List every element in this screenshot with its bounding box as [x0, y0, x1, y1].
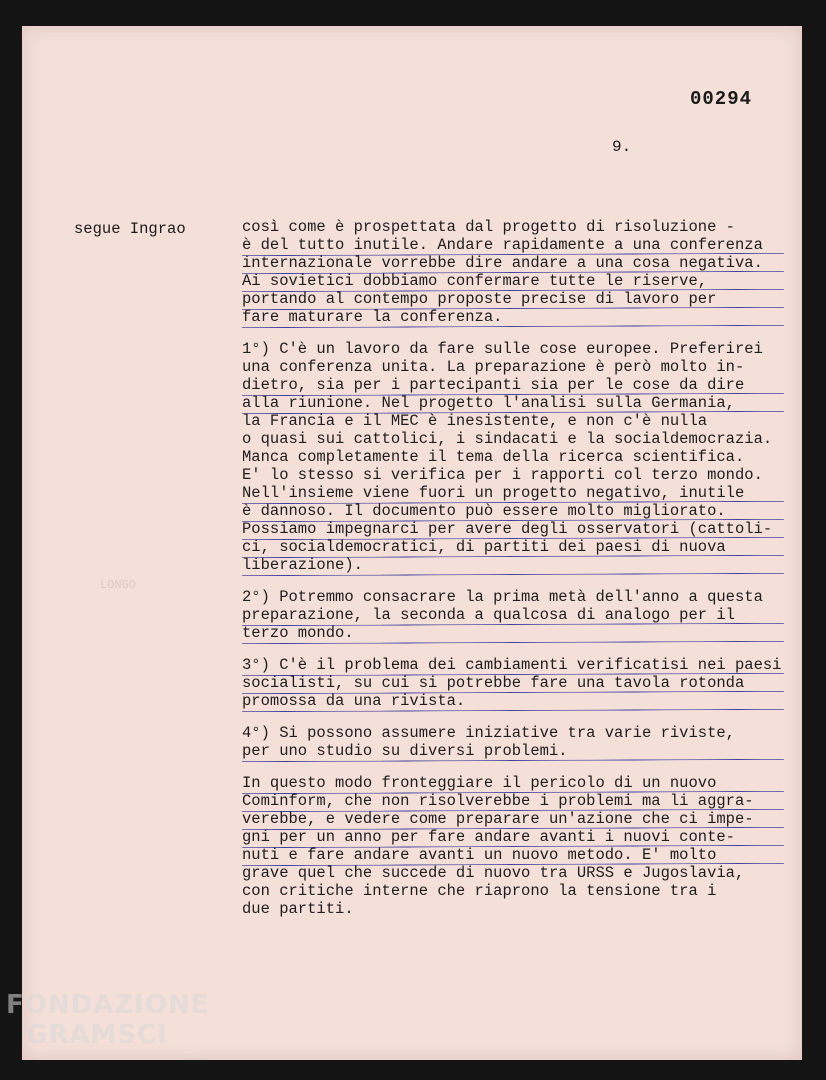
- paragraph: [242, 656, 790, 710]
- underlined-text-line: ci, socialdemocratici, di partiti dei paesi di nuova: [242, 538, 790, 556]
- text-line: E' lo stesso si verifica per i rapporti col terzo mondo.: [242, 466, 763, 484]
- underlined-text-line: preparazione, la seconda a qualcosa di analogo per il: [242, 606, 790, 624]
- underlined-text-line: è dannoso. Il documento può essere molto migliorato.: [242, 502, 790, 520]
- underlined-text-line: Ai sovietici dobbiamo confermare tutte le riserve,: [242, 272, 790, 290]
- text-line: una conferenza unita. La preparazione è però molto in-: [242, 358, 745, 376]
- underlined-text-line: per uno studio su diversi problemi.: [242, 742, 790, 760]
- paragraph: [242, 588, 790, 642]
- underlined-text-line: promossa da una rivista.: [242, 692, 790, 710]
- paragraph-gap: [242, 710, 790, 724]
- text-line: così come è prospettata dal progetto di risoluzione -: [242, 218, 735, 236]
- text-line: Manca completamente il tema della ricerca scientifica.: [242, 448, 745, 466]
- underlined-text-line: fare maturare la conferenza.: [242, 308, 790, 326]
- document-number: 00294: [690, 88, 753, 110]
- document-body: [242, 218, 790, 918]
- text-line: 4°) Si possono assumere iniziative tra varie riviste,: [242, 724, 735, 742]
- paragraph: [242, 340, 790, 574]
- paragraph-gap: [242, 326, 790, 340]
- underlined-text-line: dietro, sia per i partecipanti sia per le cose da dire: [242, 376, 790, 394]
- paragraph: [242, 724, 790, 760]
- underlined-text-line: Cominform, che non risolverebbe i problemi ma li aggra-: [242, 792, 790, 810]
- paragraph-gap: [242, 574, 790, 588]
- text-line: con critiche interne che riaprono la tensione tra i: [242, 882, 717, 900]
- underlined-text-line: liberazione).: [242, 556, 790, 574]
- text-line: 1°) C'è un lavoro da fare sulle cose europee. Preferirei: [242, 340, 763, 358]
- document-page: [22, 26, 802, 1060]
- bleed-through-speaker: LONGO: [100, 578, 137, 592]
- underlined-text-line: In questo modo fronteggiare il pericolo di un nuovo: [242, 774, 790, 792]
- text-line: la Francia e il MEC è inesistente, e non c'è nulla: [242, 412, 708, 430]
- underlined-text-line: verebbe, e vedere come preparare un'azione che ci impe-: [242, 810, 790, 828]
- watermark-line-3: onlus: [182, 1052, 207, 1062]
- underlined-text-line: è del tutto inutile. Andare rapidamente a una conferenza: [242, 236, 790, 254]
- text-line: grave quel che succede di nuovo tra URSS e Jugoslavia,: [242, 864, 745, 882]
- underlined-text-line: portando al contempo proposte precise di lavoro per: [242, 290, 790, 308]
- text-line: due partiti.: [242, 900, 354, 918]
- fondazione-gramsci-watermark: [6, 990, 210, 1062]
- watermark-line-2: GRAMSCI: [26, 1020, 168, 1050]
- underlined-text-line: internazionale vorrebbe dire andare a una cosa negativa.: [242, 254, 790, 272]
- underlined-text-line: terzo mondo.: [242, 624, 790, 642]
- speaker-label: segue Ingrao: [74, 220, 186, 238]
- underlined-text-line: gni per un anno per fare andare avanti i nuovi conte-: [242, 828, 790, 846]
- paragraph: [242, 218, 790, 326]
- paragraph: [242, 774, 790, 918]
- text-line: o quasi sui cattolici, i sindacati e la socialdemocrazia.: [242, 430, 773, 448]
- paragraph-gap: [242, 642, 790, 656]
- underlined-text-line: nuti e fare andare avanti un nuovo metodo. E' molto: [242, 846, 790, 864]
- watermark-line-1: FONDAZIONE: [6, 990, 210, 1020]
- underlined-text-line: 3°) C'è il problema dei cambiamenti verificatisi nei paesi: [242, 656, 790, 674]
- page-number: 9.: [612, 138, 632, 156]
- underlined-text-line: alla riunione. Nel progetto l'analisi sulla Germania,: [242, 394, 790, 412]
- underlined-text-line: Nell'insieme viene fuori un progetto negativo, inutile: [242, 484, 790, 502]
- paragraph-gap: [242, 760, 790, 774]
- underlined-text-line: socialisti, su cui si potrebbe fare una tavola rotonda: [242, 674, 790, 692]
- underlined-text-line: Possiamo impegnarci per avere degli osservatori (cattoli-: [242, 520, 790, 538]
- text-line: 2°) Potremmo consacrare la prima metà dell'anno a questa: [242, 588, 763, 606]
